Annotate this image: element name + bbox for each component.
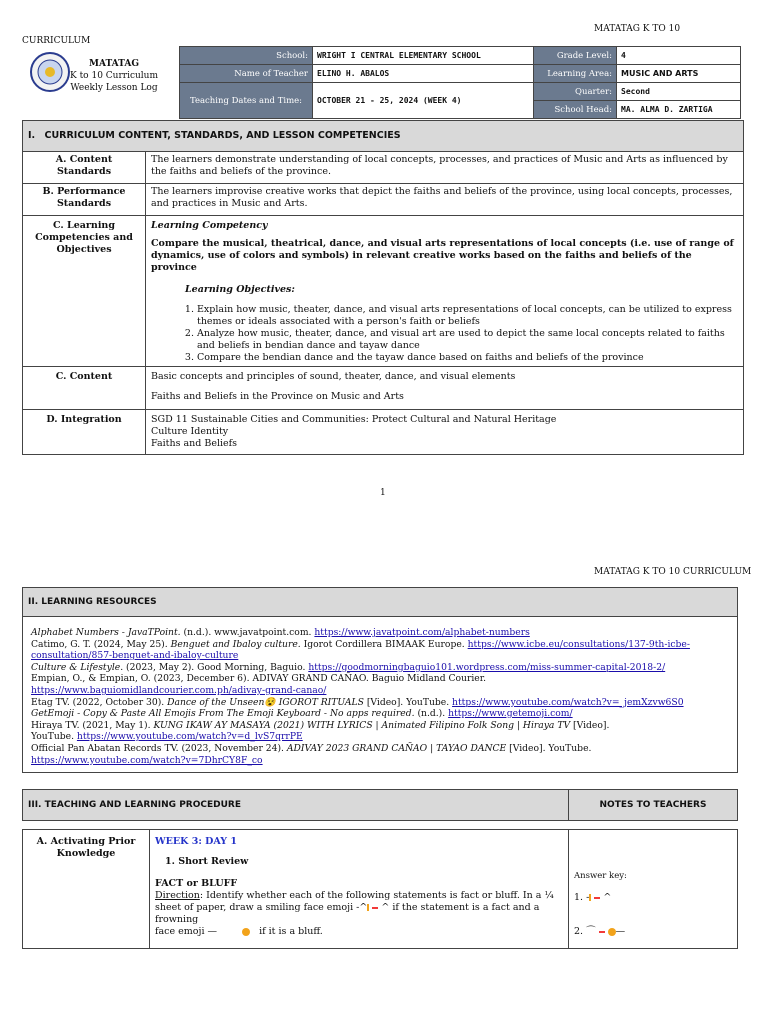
reference-6: GetEmoji - Copy & Paste All Emojis From The Emoji Keyboard - No apps required. (n.d.). https://www.getemoji.com/ bbox=[31, 708, 573, 720]
content-standards-label: A. Content Standards bbox=[23, 152, 146, 184]
reference-3-link[interactable]: https://goodmorningbaguio101.wordpress.com/miss-summer-capital-2018-2/ bbox=[308, 661, 666, 673]
reference-3: Culture & Lifestyle. (2023, May 2). Good Morning, Baguio. https://goodmorningbaguio101.wordpress.com/miss-summer-capital-2018-2/ bbox=[31, 661, 666, 673]
objective-item-2: 2. Analyze how music, theater, dance, and visual art are used to depict the same local concepts related to faiths and beliefs in bendian dance and tayaw dance bbox=[197, 328, 738, 352]
reference-2: Catimo, G. T. (2024, May 25). Benguet and Ibaloy culture. Igorot Cordillera BIMAAK Europe. https://www.icbe.eu/consultations/137-9th-icbe-consultation/857-benguet-and-ibaloy-culture bbox=[31, 638, 690, 662]
grade-value: 4 bbox=[617, 47, 741, 65]
area-value: MUSIC AND ARTS bbox=[617, 65, 741, 83]
reference-2-link[interactable]: https://www.icbe.eu/consultations/137-9th-icbe-consultation/857-benguet-and-ibaloy-culture bbox=[31, 638, 690, 662]
answer-1: 1. - ^ bbox=[574, 892, 612, 903]
reference-5-link[interactable]: https://www.youtube.com/watch?v=_jemXzvw6S0 bbox=[452, 696, 684, 708]
competency-text: Compare the musical, theatrical, dance, and visual arts representations of local concepts (i.e. use of range of dynamics, use of colors and symbols) in relevant creative works based on the faiths and beliefs of the province bbox=[151, 238, 734, 273]
resources-list bbox=[23, 617, 738, 773]
logo-title-line-3: Weekly Lesson Log bbox=[70, 83, 158, 93]
integration-line-1: SGD 11 Sustainable Cities and Communities: Protect Cultural and Natural Heritage bbox=[151, 414, 557, 425]
fact-bluff-title: FACT or BLUFF bbox=[155, 878, 238, 889]
teacher-value: ELINO H. ABALOS bbox=[313, 65, 534, 83]
objectives-heading: Learning Objectives: bbox=[185, 284, 295, 295]
logo-title bbox=[66, 58, 162, 94]
content-cell bbox=[146, 367, 744, 410]
page2-header-right: MATATAG K TO 10 CURRICULUM bbox=[594, 567, 752, 577]
procedure-table bbox=[22, 789, 738, 949]
integration-line-3: Faiths and Beliefs bbox=[151, 438, 238, 449]
learning-resources-table bbox=[22, 587, 738, 773]
section-1-heading bbox=[23, 121, 744, 152]
objective-item-3: 3. Compare the bendian dance and the tayaw dance based on faiths and beliefs of the province bbox=[197, 352, 738, 364]
notes-cell bbox=[569, 830, 738, 949]
logo-title-line-2: K to 10 Curriculum bbox=[69, 71, 158, 81]
reference-4: Empian, O., & Empian, O. (2023, December 6). ADIVAY GRAND CAÑAO. Baguio Midland Courier. https://www.baguiomidlandcourier.com.ph/adivay-grand-canao/ bbox=[31, 673, 487, 696]
objective-item-1: 1. Explain how music, theater, dance, and visual arts representations of local concepts, can be utilized to express themes or ideals associated with a person's faith or beliefs bbox=[197, 304, 738, 328]
direction-text: Direction: Identify whether each of the following statements is fact or bluff. In a ¼ sheet of paper, draw a smiling face emoji -^ ^ if the statement is a fact and a frowning bbox=[155, 890, 554, 925]
frown-emoji-icon bbox=[242, 926, 250, 937]
curriculum-content-table bbox=[22, 120, 744, 455]
section-1-number: I. bbox=[28, 130, 36, 141]
performance-standards-text: The learners improvise creative works that depict the faiths and beliefs of the province, using local concepts, processes, and practices in Music and Arts. bbox=[146, 184, 744, 216]
answer-2-frown-icon bbox=[599, 926, 616, 937]
integration-cell bbox=[146, 410, 744, 455]
smile-emoji-icon bbox=[367, 902, 378, 913]
reference-4-link[interactable]: https://www.baguiomidlandcourier.com.ph/adivay-grand-canao/ bbox=[31, 684, 327, 696]
deped-seal-logo bbox=[30, 52, 70, 92]
curriculum-label: CURRICULUM bbox=[22, 36, 91, 46]
activity-cell bbox=[150, 830, 569, 949]
area-label: Learning Area: bbox=[534, 65, 617, 83]
objectives-list bbox=[151, 304, 738, 364]
reference-8: Official Pan Abatan Records TV. (2023, November 24). ADIVAY 2023 GRAND CAÑAO | TAYAO DANCE [Video]. YouTube. https://www.youtube.com/watch?v=7DhrCY8F_co bbox=[31, 742, 592, 766]
page-number: 1 bbox=[380, 488, 386, 498]
short-review-label: 1. Short Review bbox=[165, 856, 249, 867]
dates-label: Teaching Dates and Time: bbox=[180, 83, 313, 119]
teacher-label: Name of Teacher bbox=[180, 65, 313, 83]
reference-7-link[interactable]: https://www.youtube.com/watch?v=d_lvS7qrrPE bbox=[76, 731, 303, 743]
school-value: WRIGHT I CENTRAL ELEMENTARY SCHOOL bbox=[313, 47, 534, 65]
dates-value: OCTOBER 21 - 25, 2024 (WEEK 4) bbox=[313, 83, 534, 119]
reference-1-link[interactable]: https://www.javatpoint.com/alphabet-numbers bbox=[314, 627, 530, 638]
reference-7: Hiraya TV. (2021, May 1). KUNG IKAW AY MASAYA (2021) WITH LYRICS | Animated Filipino Folk Song | Hiraya TV [Video]. YouTube. https://www.youtube.com/watch?v=d_lvS7qrrPE bbox=[31, 719, 610, 743]
week-day-label: WEEK 3: DAY 1 bbox=[155, 836, 237, 847]
reference-8-link[interactable]: https://www.youtube.com/watch?v=7DhrCY8F_co bbox=[31, 754, 263, 766]
competencies-label: C. Learning Competencies and Objectives bbox=[23, 216, 146, 367]
content-label: C. Content bbox=[23, 367, 146, 410]
reference-1: Alphabet Numbers - JavaTPoint. (n.d.). www.javatpoint.com. https://www.javatpoint.com/alphabet-numbers bbox=[31, 627, 530, 638]
activating-prior-knowledge-label: A. Activating Prior Knowledge bbox=[23, 830, 150, 949]
section-1-title: CURRICULUM CONTENT, STANDARDS, AND LESSON COMPETENCIES bbox=[44, 130, 401, 141]
logo-title-line-1: MATATAG bbox=[88, 59, 140, 69]
notes-heading: NOTES TO TEACHERS bbox=[569, 790, 738, 821]
quarter-value: Second bbox=[617, 83, 741, 101]
content-line-2: Faiths and Beliefs in the Province on Music and Arts bbox=[151, 391, 404, 402]
direction-label: Direction bbox=[155, 890, 200, 901]
quarter-label: Quarter: bbox=[534, 83, 617, 101]
header-info-table bbox=[179, 46, 741, 119]
grade-label: Grade Level: bbox=[534, 47, 617, 65]
integration-label: D. Integration bbox=[23, 410, 146, 455]
content-standards-text: The learners demonstrate understanding of local concepts, processes, and practices of Music and Arts as influenced by the faiths and beliefs of the province. bbox=[146, 152, 744, 184]
procedure-heading: III. TEACHING AND LEARNING PROCEDURE bbox=[23, 790, 569, 821]
competency-heading: Learning Competency bbox=[151, 220, 268, 231]
bluff-line: face emoji — if it is a bluff. bbox=[155, 926, 323, 937]
integration-line-2: Culture Identity bbox=[151, 426, 229, 437]
school-label: School: bbox=[180, 47, 313, 65]
resources-heading: II. LEARNING RESOURCES bbox=[23, 588, 738, 617]
head-label: School Head: bbox=[534, 101, 617, 119]
answer-key-label: Answer key: bbox=[574, 871, 627, 881]
reference-6-link[interactable]: https://www.getemoji.com/ bbox=[448, 708, 573, 720]
reference-5: Etag TV. (2022, October 30). Dance of the Unseen😵 IGOROT RITUALS [Video]. YouTube. https://www.youtube.com/watch?v=_jemXzvw6S0 bbox=[31, 696, 684, 708]
answer-1-smile-icon bbox=[589, 892, 600, 903]
competencies-cell bbox=[146, 216, 744, 367]
performance-standards-label: B. Performance Standards bbox=[23, 184, 146, 216]
content-line-1: Basic concepts and principles of sound, theater, dance, and visual elements bbox=[151, 371, 516, 382]
page1-header-right: MATATAG K TO 10 bbox=[594, 24, 681, 34]
head-value: MA. ALMA D. ZARTIGA bbox=[617, 101, 741, 119]
answer-2: 2. ⌒ — bbox=[574, 926, 626, 937]
